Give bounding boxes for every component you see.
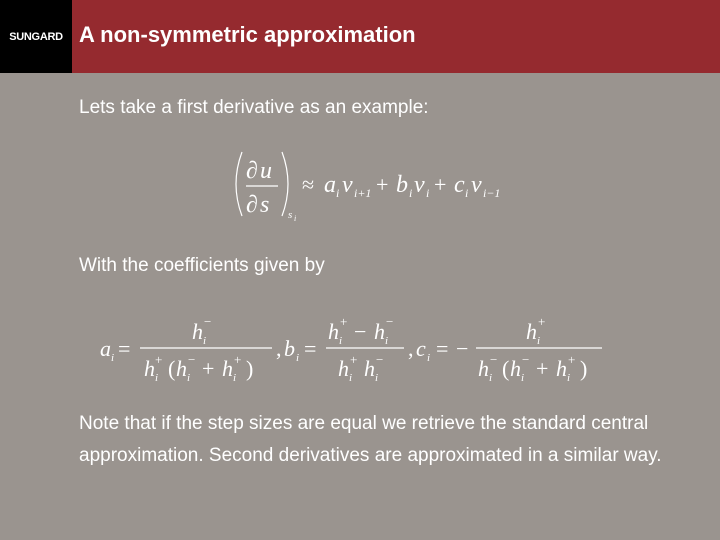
derivative-equation	[228, 146, 518, 226]
svg-text:u: u	[260, 158, 272, 184]
logo	[0, 0, 72, 73]
svg-text:i: i	[233, 372, 237, 384]
svg-text:i: i	[465, 186, 469, 200]
svg-text:∂: ∂	[246, 192, 258, 218]
svg-text:+: +	[340, 314, 348, 329]
svg-text:v: v	[414, 172, 425, 198]
svg-text:+: +	[568, 352, 576, 367]
svg-text:i: i	[375, 372, 379, 384]
svg-text:+: +	[350, 352, 358, 367]
svg-text:i: i	[294, 214, 297, 223]
svg-text:+: +	[434, 172, 447, 197]
svg-text:=: =	[304, 336, 317, 361]
svg-text:+: +	[202, 356, 215, 381]
svg-text:+: +	[234, 352, 242, 367]
slide-title: A non-symmetric approximation	[79, 22, 416, 47]
logo-text: SUNGARD	[9, 30, 63, 43]
svg-text:−: −	[522, 352, 530, 367]
svg-text:v: v	[342, 172, 353, 198]
svg-text:i: i	[296, 352, 300, 364]
svg-text:i: i	[349, 372, 353, 384]
svg-text:h: h	[374, 319, 385, 344]
svg-text:−: −	[490, 352, 498, 367]
header-bar	[0, 0, 720, 73]
svg-text:): )	[580, 356, 588, 381]
svg-text:≈: ≈	[302, 172, 315, 197]
svg-text:b: b	[284, 336, 295, 361]
svg-text:−: −	[354, 319, 367, 344]
svg-text:∂: ∂	[246, 158, 258, 184]
svg-text:+: +	[536, 356, 549, 381]
svg-text:−: −	[188, 352, 196, 367]
svg-text:i: i	[111, 352, 115, 364]
right-paren	[282, 152, 288, 216]
svg-text:i: i	[385, 335, 389, 347]
svg-text:,: ,	[408, 336, 414, 361]
svg-text:i: i	[336, 186, 340, 200]
svg-text:i: i	[203, 335, 207, 347]
svg-text:−: −	[386, 314, 394, 329]
svg-text:b: b	[396, 172, 408, 198]
note-text: Note that if the step sizes are equal we retrieve the standard central approximation. Second derivatives are approximated in a similar way.	[79, 413, 662, 466]
svg-text:a: a	[324, 172, 336, 198]
svg-text:h: h	[478, 356, 489, 381]
svg-text:h: h	[364, 356, 375, 381]
svg-text:−: −	[376, 352, 384, 367]
svg-text:h: h	[176, 356, 187, 381]
svg-text:h: h	[338, 356, 349, 381]
svg-text:,: ,	[276, 336, 282, 361]
svg-text:i: i	[187, 372, 191, 384]
svg-text:i+1: i+1	[354, 186, 372, 200]
svg-text:s: s	[260, 192, 270, 218]
svg-text:i: i	[426, 186, 430, 200]
svg-text:=: =	[436, 336, 449, 361]
svg-text:=: =	[118, 336, 131, 361]
svg-text:h: h	[556, 356, 567, 381]
svg-text:(: (	[168, 356, 176, 381]
svg-text:−: −	[456, 336, 469, 361]
svg-text:a: a	[100, 336, 111, 361]
svg-text:h: h	[222, 356, 233, 381]
svg-text:h: h	[510, 356, 521, 381]
svg-text:): )	[246, 356, 254, 381]
svg-text:i−1: i−1	[483, 186, 501, 200]
svg-text:−: −	[204, 314, 212, 329]
svg-text:c: c	[454, 172, 465, 198]
svg-text:i: i	[427, 352, 431, 364]
svg-text:i: i	[567, 372, 571, 384]
svg-text:+: +	[155, 352, 163, 367]
svg-text:v: v	[471, 172, 482, 198]
svg-text:s: s	[288, 209, 293, 221]
svg-text:i: i	[521, 372, 525, 384]
svg-text:h: h	[192, 319, 203, 344]
svg-text:i: i	[339, 335, 343, 347]
left-paren	[236, 152, 242, 216]
svg-text:i: i	[489, 372, 493, 384]
svg-text:h: h	[144, 356, 155, 381]
svg-text:+: +	[376, 172, 389, 197]
svg-text:i: i	[537, 335, 541, 347]
svg-text:c: c	[416, 336, 426, 361]
svg-text:i: i	[409, 186, 413, 200]
svg-text:i: i	[155, 372, 159, 384]
svg-text:(: (	[502, 356, 510, 381]
intro-text: Lets take a first derivative as an example:	[79, 97, 429, 118]
svg-text:h: h	[328, 319, 339, 344]
coefficients-equation	[96, 312, 616, 392]
coefficients-intro-text: With the coefficients given by	[79, 255, 325, 276]
svg-text:+: +	[538, 314, 546, 329]
svg-text:h: h	[526, 319, 537, 344]
